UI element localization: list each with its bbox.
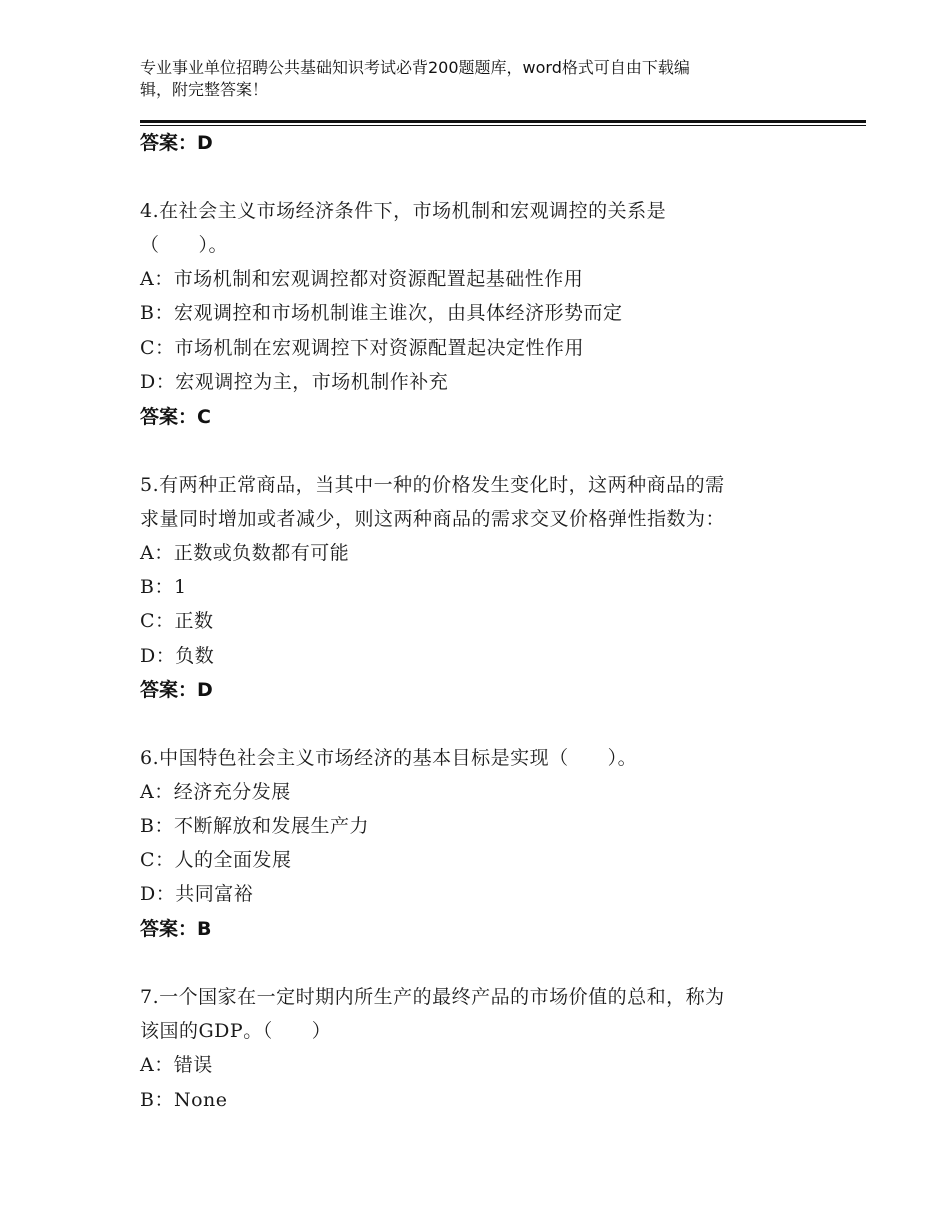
question-6-stem-line-1: 6.中国特色社会主义市场经济的基本目标是实现（ ）。: [140, 747, 638, 769]
header-line-1: 专业事业单位招聘公共基础知识考试必背200题题库，word格式可自由下载编: [140, 58, 690, 77]
question-7-option-a: A：错误: [140, 1054, 213, 1076]
question-5-option-a: A：正数或负数都有可能: [140, 542, 350, 564]
question-5-stem-line-1: 5.有两种正常商品，当其中一种的价格发生变化时，这两种商品的需: [140, 474, 725, 496]
answer-q5: 答案：D: [140, 679, 213, 701]
question-7-option-b: B：None: [140, 1089, 228, 1111]
question-6-option-a: A：经济充分发展: [140, 781, 291, 803]
question-4-option-d: D：宏观调控为主，市场机制作补充: [140, 371, 449, 393]
question-7-stem-line-2: 该国的GDP。（ ）: [140, 1020, 332, 1042]
question-6-option-b: B：不断解放和发展生产力: [140, 815, 369, 837]
question-7-stem-line-1: 7.一个国家在一定时期内所生产的最终产品的市场价值的总和，称为: [140, 986, 725, 1008]
question-5-stem-line-2: 求量同时增加或者减少，则这两种商品的需求交叉价格弹性指数为：: [140, 508, 726, 530]
header-line-2: 辑，附完整答案！: [140, 80, 269, 99]
answer-q6: 答案：B: [140, 918, 212, 940]
question-5-option-d: D：负数: [140, 645, 215, 667]
question-5-option-b: B：1: [140, 576, 187, 598]
header-rule-thick: [140, 120, 866, 123]
question-4-option-a: A：市场机制和宏观调控都对资源配置起基础性作用: [140, 268, 584, 290]
document-header: [140, 57, 790, 101]
answer-q4: 答案：C: [140, 406, 211, 428]
question-4-stem-line-1: 4.在社会主义市场经济条件下，市场机制和宏观调控的关系是: [140, 200, 667, 222]
question-4-option-b: B：宏观调控和市场机制谁主谁次，由具体经济形势而定: [140, 302, 623, 324]
answer-q3: 答案：D: [140, 132, 213, 154]
question-6-option-d: D：共同富裕: [140, 883, 254, 905]
question-6-option-c: C：人的全面发展: [140, 849, 292, 871]
question-4-option-c: C：市场机制在宏观调控下对资源配置起决定性作用: [140, 337, 585, 359]
header-rule-thin: [140, 125, 866, 126]
question-5-option-c: C：正数: [140, 610, 214, 632]
question-4-stem-line-2: （ ）。: [140, 234, 229, 256]
